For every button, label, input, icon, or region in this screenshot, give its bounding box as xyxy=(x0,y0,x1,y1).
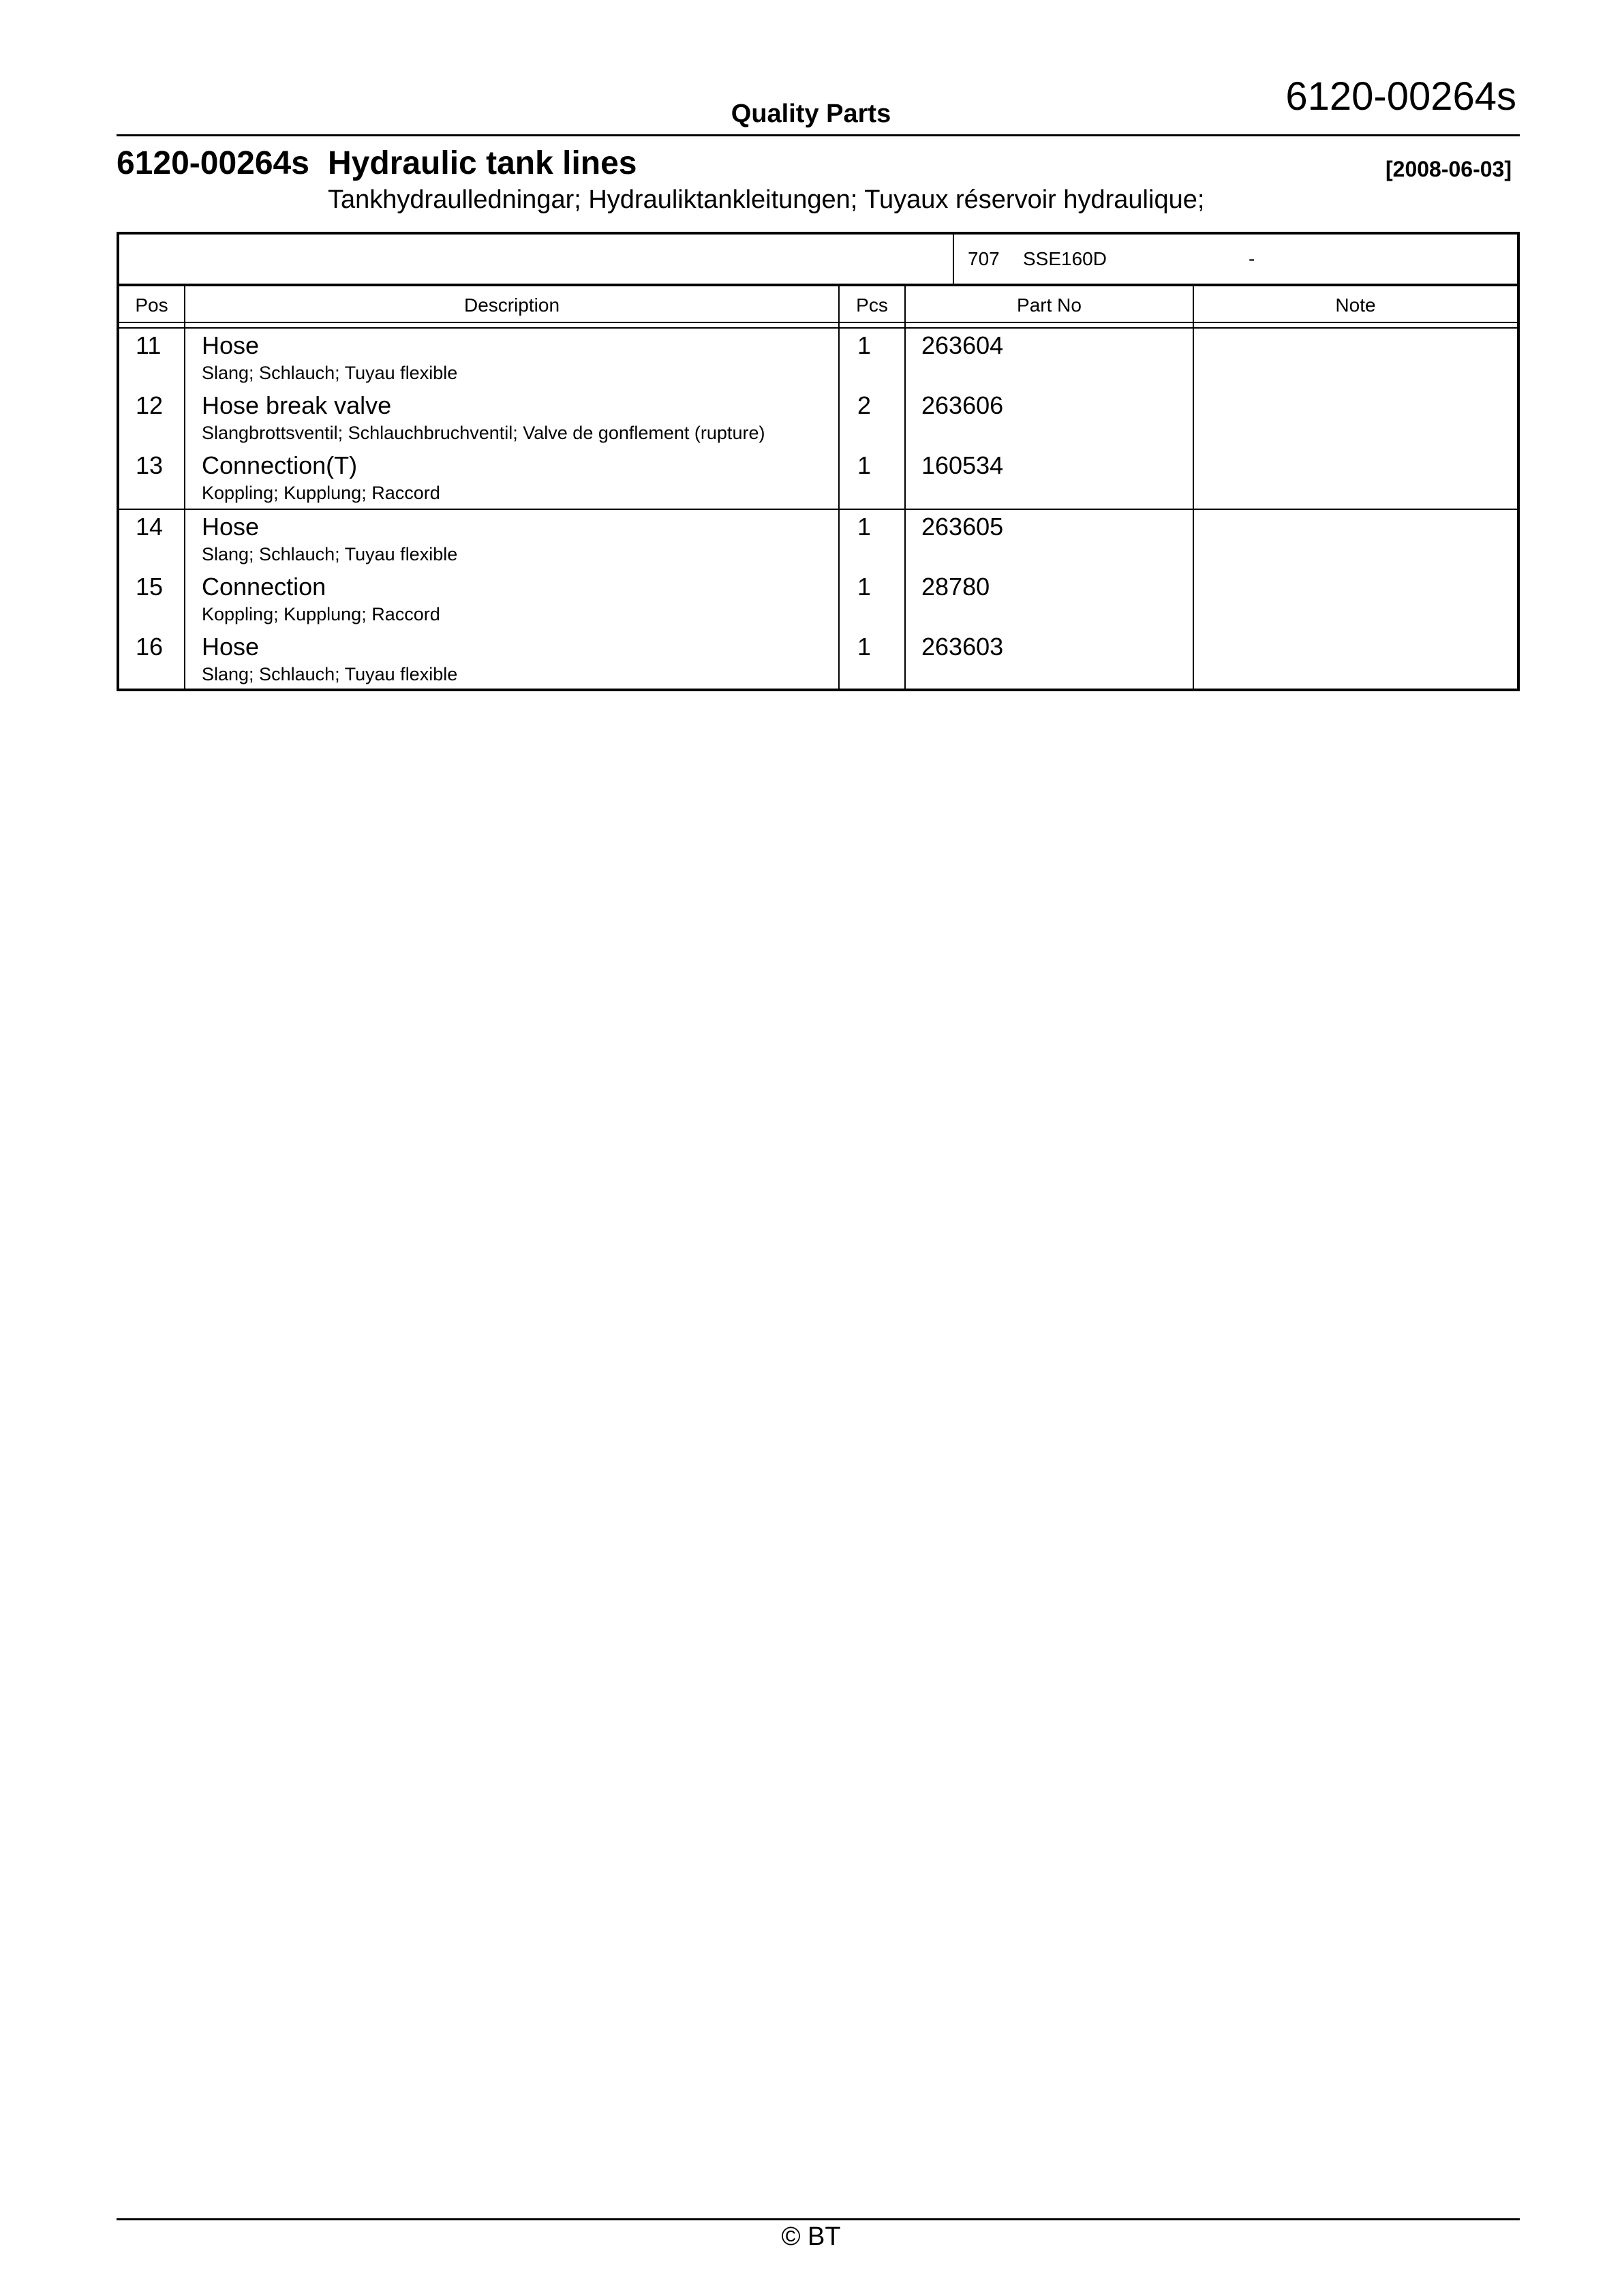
model-serial: - xyxy=(1249,248,1255,269)
column-header-pos: Pos xyxy=(135,294,168,316)
row-description: Hose xyxy=(202,331,260,359)
section-date: [2008-06-03] xyxy=(1386,157,1512,181)
table-row xyxy=(119,573,1517,633)
row-part-no: 263604 xyxy=(921,331,1004,359)
row-pcs: 1 xyxy=(857,451,872,479)
row-pos: 15 xyxy=(136,573,164,601)
row-description: Hose break valve xyxy=(202,391,392,419)
row-pcs: 1 xyxy=(857,331,872,359)
section-subtitle: Tankhydraulledningar; Hydrauliktankleitungen; Tuyaux réservoir hydraulique; xyxy=(328,185,1205,214)
column-header-description: Description xyxy=(463,294,560,316)
row-description: Connection(T) xyxy=(202,451,358,479)
section-title: Hydraulic tank lines xyxy=(328,145,637,181)
row-pcs: 2 xyxy=(857,391,872,419)
row-translations: Slang; Schlauch; Tuyau flexible xyxy=(202,363,458,383)
model-box xyxy=(117,232,1520,286)
column-header-pcs: Pcs xyxy=(856,294,888,316)
table-row xyxy=(119,331,1517,391)
header-doc-code: 6120-00264s xyxy=(1285,74,1516,119)
row-translations: Slangbrottsventil; Schlauchbruchventil; Valve de gonflement (rupture) xyxy=(202,423,765,443)
row-translations: Slang; Schlauch; Tuyau flexible xyxy=(202,664,458,684)
parts-table xyxy=(117,284,1520,691)
column-header-part-no: Part No xyxy=(1017,294,1082,316)
row-translations: Koppling; Kupplung; Raccord xyxy=(202,604,440,624)
section-code: 6120-00264s xyxy=(117,145,309,181)
header-title: Quality Parts xyxy=(731,100,891,128)
row-pcs: 1 xyxy=(857,633,872,661)
group-divider xyxy=(119,509,1517,510)
row-part-no: 263603 xyxy=(921,633,1004,661)
header-rule xyxy=(117,134,1520,136)
header-rule-top xyxy=(119,322,1517,323)
footer-rule xyxy=(117,2218,1520,2220)
model-divider xyxy=(953,235,954,284)
header-rule-bottom xyxy=(119,327,1517,329)
row-translations: Slang; Schlauch; Tuyau flexible xyxy=(202,544,458,564)
row-pos: 13 xyxy=(136,451,164,479)
table-row xyxy=(119,633,1517,693)
row-pos: 12 xyxy=(136,391,164,419)
row-part-no: 28780 xyxy=(921,573,990,601)
table-row xyxy=(119,513,1517,573)
row-pos: 16 xyxy=(136,633,164,661)
row-pcs: 1 xyxy=(857,573,872,601)
row-pos: 14 xyxy=(136,513,164,541)
row-description: Hose xyxy=(202,513,260,541)
column-header-note: Note xyxy=(1335,294,1376,316)
table-row xyxy=(119,391,1517,451)
table-row xyxy=(119,451,1517,511)
model-name: SSE160D xyxy=(1023,248,1107,269)
row-part-no: 263605 xyxy=(921,513,1004,541)
row-translations: Koppling; Kupplung; Raccord xyxy=(202,483,440,503)
row-part-no: 160534 xyxy=(921,451,1004,479)
row-description: Hose xyxy=(202,633,260,661)
model-number: 707 xyxy=(968,248,1000,269)
row-pos: 11 xyxy=(136,331,162,359)
footer-copyright: © BT xyxy=(781,2222,841,2251)
row-description: Connection xyxy=(202,573,326,601)
row-pcs: 1 xyxy=(857,513,872,541)
row-part-no: 263606 xyxy=(921,391,1004,419)
